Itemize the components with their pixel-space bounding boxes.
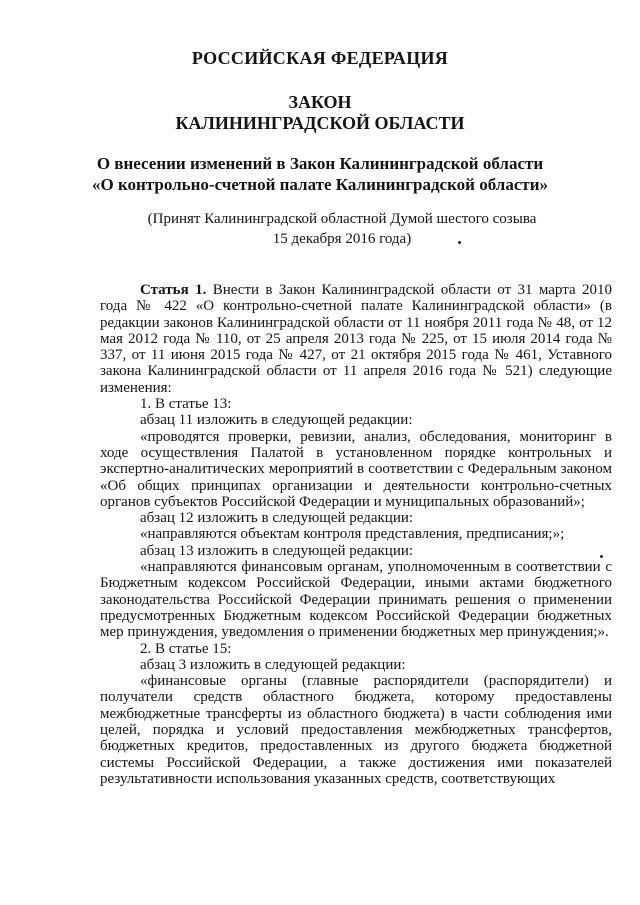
- list-item: абзац 3 изложить в следующей редакции:: [140, 656, 406, 673]
- law-title-line2: «О контрольно-счетной палате Калининградской области»: [91, 175, 549, 194]
- list-item: «направляются объектам контроля представления, предписания;»;: [140, 526, 565, 543]
- article-label: Статья 1.: [140, 282, 207, 298]
- law-title-line1: О внесении изменений в Закон Калининградской области: [96, 154, 544, 173]
- adopted-note-line2: 15 декабря 2016 года): [272, 231, 412, 247]
- adopted-note-line1: (Принят Калининградской областной Думой шестого созыва: [147, 211, 537, 227]
- list-item: абзац 12 изложить в следующей редакции:: [140, 510, 414, 527]
- article-1-paragraph: [100, 282, 612, 396]
- list-item: «финансовые органы (главные распорядители (распорядители) и получатели средств областного бюджета, которому предоставлены межбюджетные трансферты из областного бюджета) в части соблюдения ими целей, порядка и условий предоставления межбюджетных трансфертов, бюджетных кредитов, предоставленных из другого бюджета бюджетной системы Российской Федерации, а также достижения ими показателей результативности использования указанных средств, соответствующих: [100, 673, 612, 787]
- list-item: «проводятся проверки, ревизии, анализ, обследования, мониторинг в ходе осуществления Палатой в установленном порядке контрольных и экспертно-аналитических мероприятий в соответствии с Федеральным законом «Об общих принципах организации и деятельности контрольно-счетных органов субъектов Российской Федерации и муниципальных образований»;: [100, 428, 612, 510]
- list-item: абзац 11 изложить в следующей редакции:: [140, 412, 413, 429]
- list-item: 2. В статье 15:: [140, 640, 232, 657]
- law-heading: ЗАКОН: [288, 92, 352, 112]
- article-text: Внести в Закон Калининградской области от 31 марта 2010 года № 422 «О контрольно-счетной палате Калининградской области» (в редакции законов Калининградской области от 11 ноября 2011 года № 48, от 12 мая 2012 года № 110, от 25 апреля 2013 года № 225, от 15 июля 2014 года № 337, от 11 июня 2015 года № 427, от 21 октября 2015 года № 461, Уставного закона Калининградской области от 11 апреля 2016 года № 521) следующие изменения:: [100, 282, 613, 396]
- region-heading: КАЛИНИНГРАДСКОЙ ОБЛАСТИ: [175, 113, 465, 133]
- law-body: [100, 282, 612, 787]
- list-item: абзац 13 изложить в следующей редакции:: [140, 542, 414, 559]
- federation-heading: РОССИЙСКАЯ ФЕДЕРАЦИЯ: [191, 48, 449, 68]
- speck-mark: [458, 241, 461, 244]
- list-item: «направляются финансовым органам, уполномоченным в соответствии с Бюджетным кодексом Российской Федерации, иными актами бюджетного законодательства Российской Федерации принимать решения о применении предусмотренных Бюджетным кодексом Российской Федерации бюджетных мер принуждения, уведомления о применении бюджетных мер принуждения;».: [100, 559, 612, 641]
- list-item: 1. В статье 13:: [140, 396, 232, 413]
